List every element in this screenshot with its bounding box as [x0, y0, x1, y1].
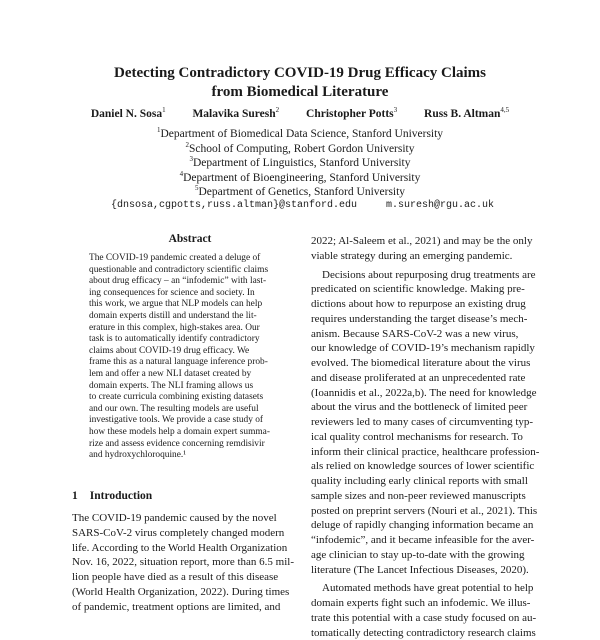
text-line: erature in this complex, high-stakes area. Our	[89, 323, 285, 335]
abstract-heading: Abstract	[90, 233, 290, 245]
section-title: Introduction	[90, 490, 152, 502]
text-line: about the virus and the bottleneck of limited peer	[311, 400, 541, 415]
text-line: literature (The Lancet Infectious Diseases, 2020).	[311, 563, 541, 578]
text-line: posted on preprint servers (Nouri et al., 2021). This	[311, 504, 541, 519]
affiliation: $^4$Department of Bioengineering, Stanford University	[0, 171, 600, 186]
author: Russ B. Altman$^{4,5}$	[424, 108, 509, 120]
abstract-body	[89, 253, 285, 462]
text-line: domain experts. The NLI framing allows us	[89, 381, 285, 393]
author: Malavika Suresh$^2$	[192, 108, 279, 120]
text-line: and hydroxychloroquine.¹	[89, 450, 285, 462]
text-line: our knowledge of COVID-19’s mechanism rapidly	[311, 341, 541, 356]
text-line: inform their clinical practice, healthcare profession-	[311, 445, 541, 460]
author-list	[0, 108, 600, 120]
text-line: “infodemic”, and it became infeasible for the aver-	[311, 533, 541, 548]
text-line: questionable and contradictory scientific claims	[89, 265, 285, 277]
text-line: Nov. 16, 2022, situation report, more than 6.5 mil-	[72, 555, 300, 570]
text-line: Automated methods have great potential to help	[311, 581, 541, 596]
text-line: this work, we argue that NLP models can help	[89, 299, 285, 311]
text-line: of pandemic, treatment options are limited, and	[72, 600, 300, 615]
text-line: lion people have died as a result of this disease	[72, 570, 300, 585]
affiliation: $^5$Department of Genetics, Stanford University	[0, 185, 600, 200]
paper-title	[0, 64, 600, 102]
text-line: and our own. The resulting models are useful	[89, 404, 285, 416]
text-line: predicated on scientific knowledge. Making pre-	[311, 282, 541, 297]
text-line: rize and assess evidence concerning remdisivir	[89, 439, 285, 451]
text-line: how these models help a domain expert summa-	[89, 427, 285, 439]
email-stanford: {dnsosa,cgpotts,russ.altman}@stanford.edu	[111, 200, 357, 211]
section-number: 1	[72, 490, 78, 502]
text-line: 2022; Al-Saleem et al., 2021) and may be the only	[311, 234, 541, 249]
text-line: evolved. The biomedical literature about the virus	[311, 356, 541, 371]
text-line: als relied on knowledge sources of lower scientific	[311, 459, 541, 474]
affiliation-list	[0, 127, 600, 200]
text-line: viable strategy during an emerging pandemic.	[311, 249, 541, 264]
text-line: anism. Because SARS-CoV-2 was a new virus,	[311, 327, 541, 342]
introduction-body	[72, 511, 300, 615]
text-line: reviewers led to many cases of circumventing typ-	[311, 415, 541, 430]
author: Daniel N. Sosa$^1$	[91, 108, 166, 120]
text-line: about drug efficacy – an “infodemic” with last-	[89, 276, 285, 288]
text-line: domain experts distill and understand the lit-	[89, 311, 285, 323]
affiliation: $^2$School of Computing, Robert Gordon University	[0, 142, 600, 157]
right-column-body	[311, 234, 541, 640]
section-heading-introduction	[72, 490, 152, 502]
text-line: age clinician to stay up-to-date with the growing	[311, 548, 541, 563]
text-line: SARS-CoV-2 virus completely changed modern	[72, 526, 300, 541]
title-line-2: from Biomedical Literature	[0, 83, 600, 102]
text-line: lem and offer a new NLI dataset created by	[89, 369, 285, 381]
affiliation: $^3$Department of Linguistics, Stanford University	[0, 156, 600, 171]
text-line: to create curricula combining existing datasets	[89, 392, 285, 404]
text-line: ing consequences for science and society. In	[89, 288, 285, 300]
text-line: dictions about how to repurpose an existing drug	[311, 297, 541, 312]
text-line: investigative tools. We provide a case study of	[89, 415, 285, 427]
text-line: deluge of rapidly changing information became an	[311, 518, 541, 533]
text-line: (World Health Organization, 2022). During times	[72, 585, 300, 600]
text-line: The COVID-19 pandemic created a deluge of	[89, 253, 285, 265]
text-line: and disease proliferated at an unprecedented rate	[311, 371, 541, 386]
text-line: Decisions about repurposing drug treatments are	[311, 268, 541, 283]
text-line: domain experts fight such an infodemic. We illus-	[311, 596, 541, 611]
title-line-1: Detecting Contradictory COVID-19 Drug Efficacy Claims	[0, 64, 600, 83]
text-line: (Ioannidis et al., 2022a,b). The need for knowledge	[311, 386, 541, 401]
text-line: quality including early clinical reports with small	[311, 474, 541, 489]
text-line: sample sizes and non-peer reviewed manuscripts	[311, 489, 541, 504]
text-line: ical quality control mechanisms for research. To	[311, 430, 541, 445]
email-rgu: m.suresh@rgu.ac.uk	[386, 200, 494, 211]
text-line: task is to automatically identify contradictory	[89, 334, 285, 346]
text-line: requires understanding the target disease’s mech-	[311, 312, 541, 327]
text-line: claims about COVID-19 drug efficacy. We	[89, 346, 285, 358]
affiliation: $^1$Department of Biomedical Data Science, Stanford University	[0, 127, 600, 142]
text-line: trate this potential with a case study focused on au-	[311, 611, 541, 626]
text-line: The COVID-19 pandemic caused by the novel	[72, 511, 300, 526]
text-line: frame this as a natural language inference prob-	[89, 357, 285, 369]
author: Christopher Potts$^3$	[306, 108, 397, 120]
text-line: life. According to the World Health Organization	[72, 541, 300, 556]
text-line: tomatically detecting contradictory research claims	[311, 626, 541, 640]
